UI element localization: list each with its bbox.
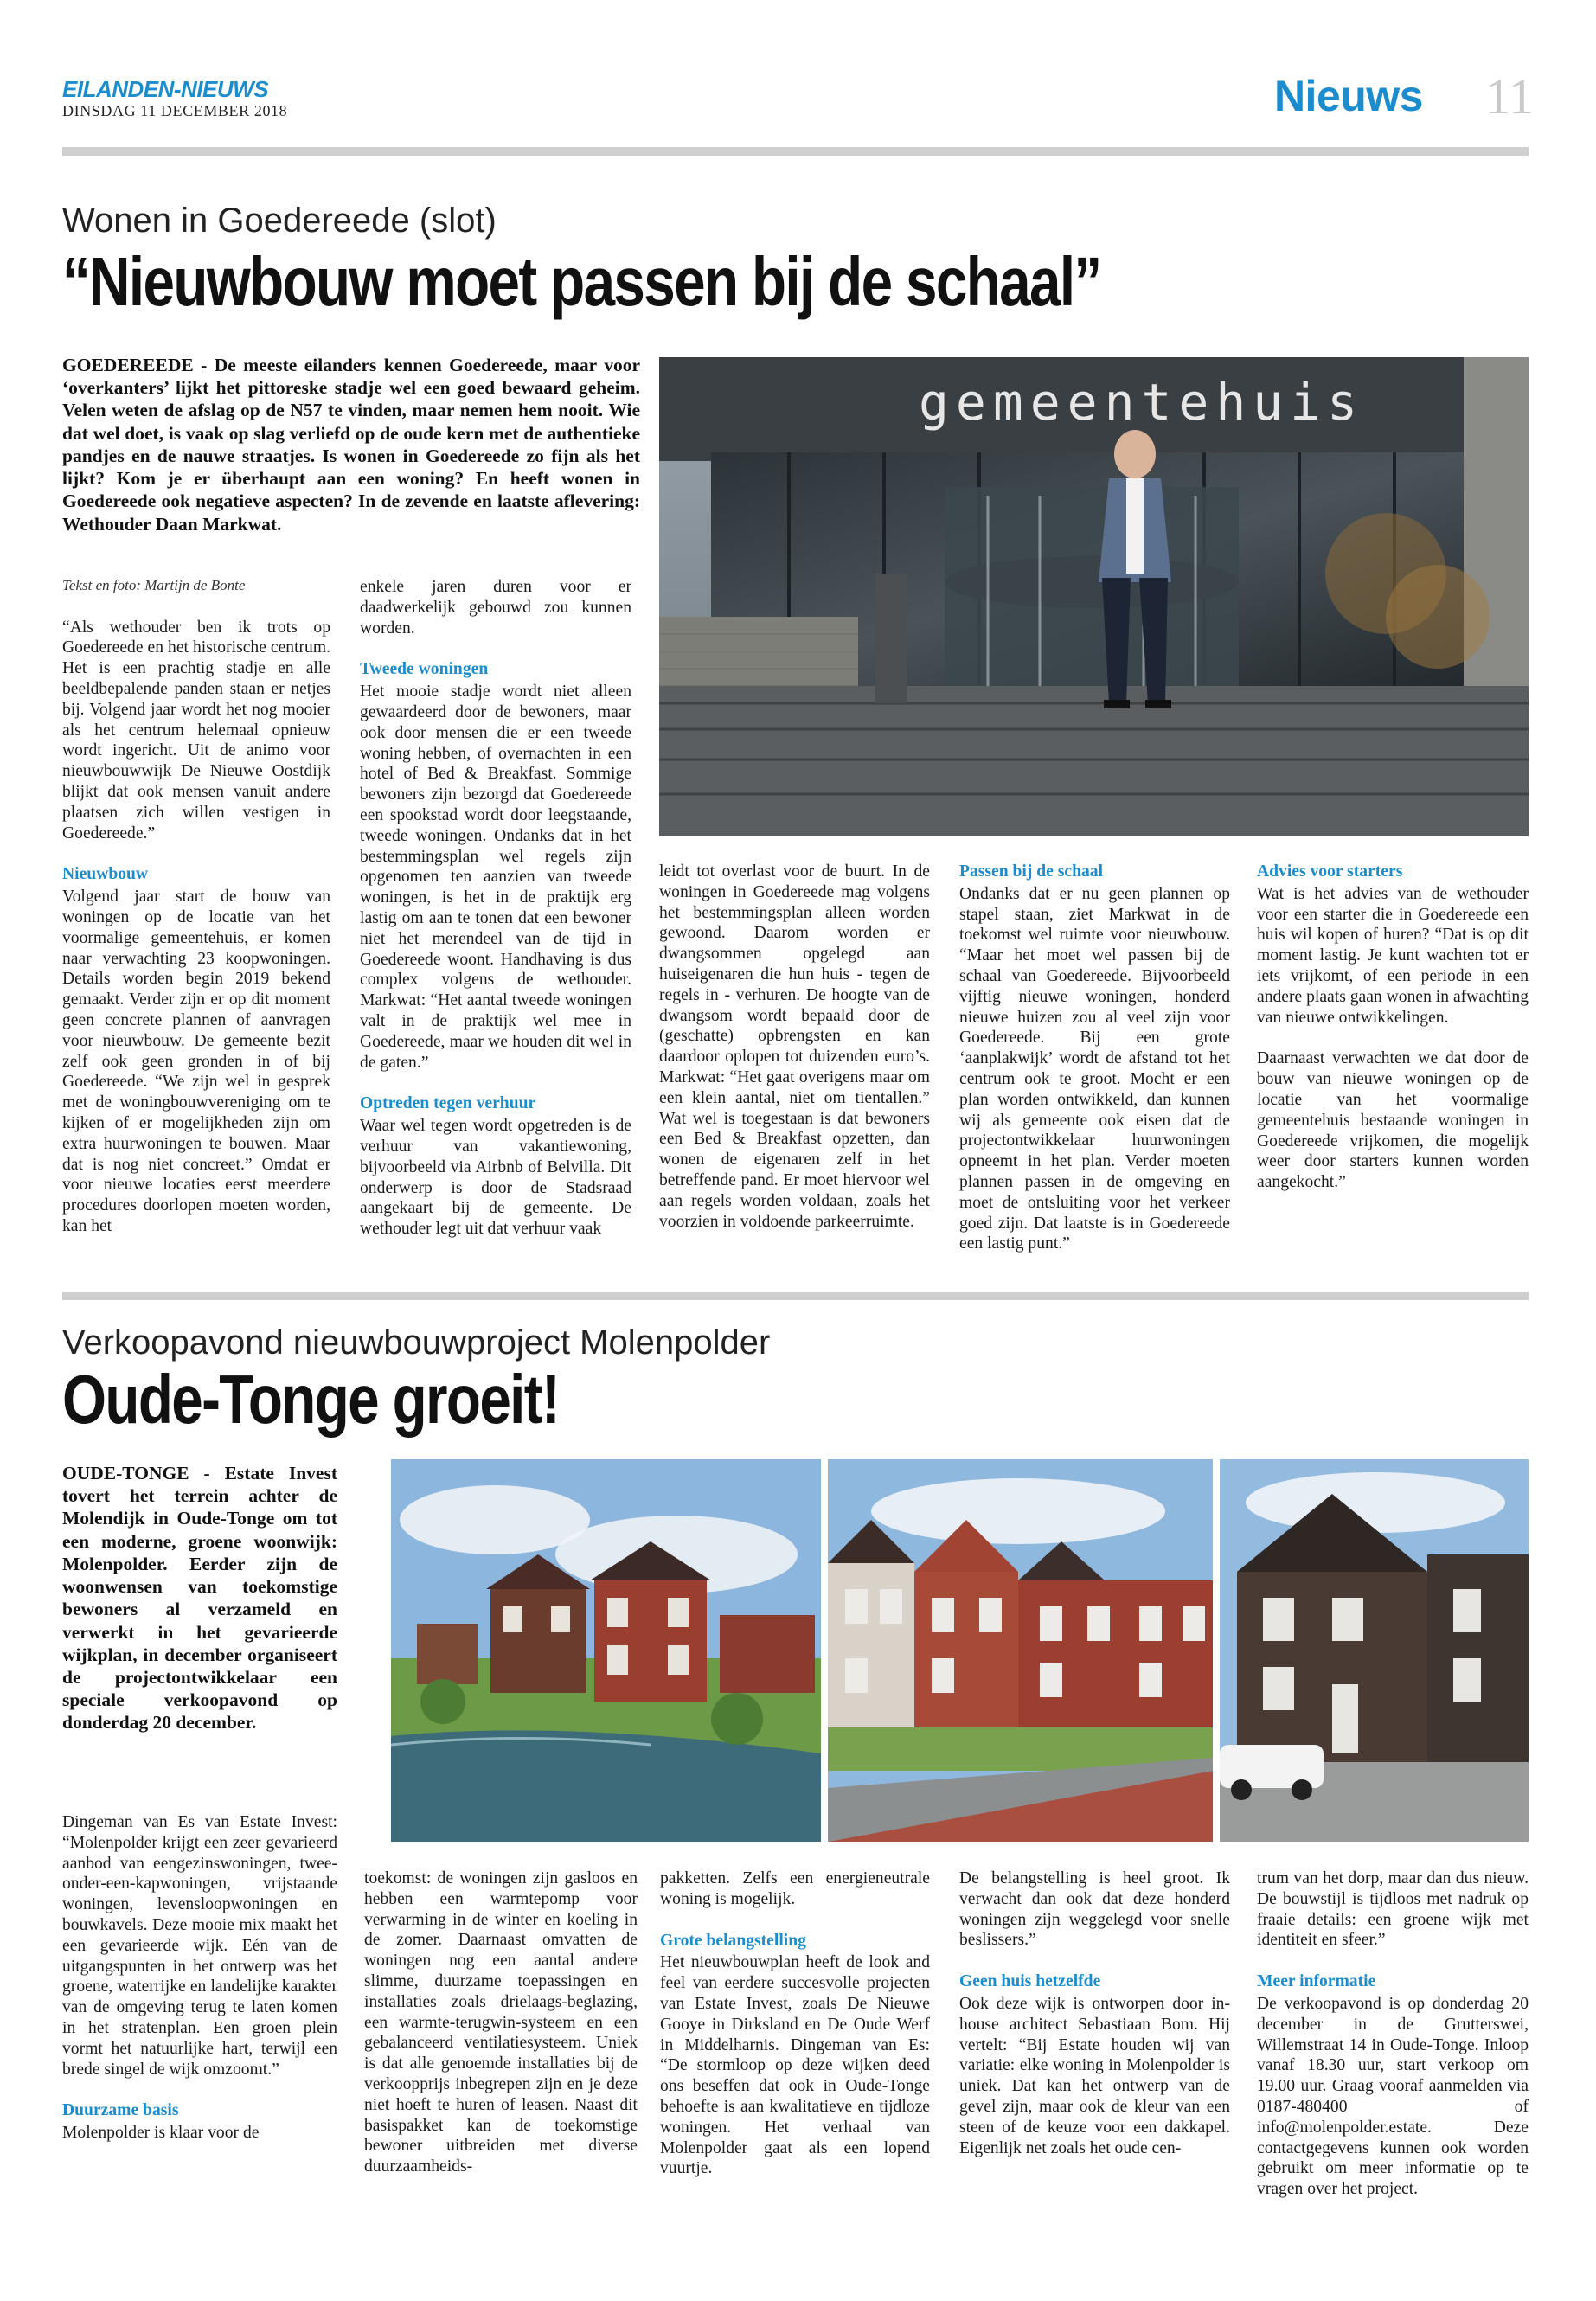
town-hall-photo: [659, 357, 1529, 836]
byline: Tekst en foto: Martijn de Bonte: [62, 577, 246, 593]
article2-column-4: [959, 1868, 1230, 2179]
article-divider: [62, 1292, 1529, 1300]
article1-column-5: [1257, 862, 1529, 1214]
paragraph: Volgend jaar start de bouw van woningen op de locatie van het voormalige gemeentehuis, er komen naar verwachting 23 koopwoningen. Details worden begin 2019 bekend gemaakt. Verder zijn er op dit moment geen concrete plannen of aanvragen voor nieuwbouw. De gemeente bezit zelf ook geen gronden in of bij Goedereede. “We zijn wel in gesprek met de woningbouwvereniging om te kijken of er mogelijkheden zijn om extra huurwoningen te bouwen. Maar dat is nog niet concreet.” Omdat er voor nieuwe locaties eerst meerdere procedures doorlopen moeten worden, kan het: [62, 888, 330, 1235]
paragraph: Daarnaast verwachten we dat door de bouw van nieuwe woningen op de locatie van het voormalige gemeentehuis bestaande woningen in Goedereede vrijkomen, die mogelijk weer door starters kunnen worden aangekocht.”: [1257, 1049, 1529, 1192]
article2-column-5: [1257, 1868, 1529, 2221]
article2-column-2: [364, 1868, 638, 2198]
article1-kicker: Wonen in Goedereede (slot): [62, 202, 497, 240]
paragraph: toekomst: de woningen zijn gasloos en hebben een warmtepomp voor verwarming in de winter en koeling in de zomer. Daarnaast omvatten de woningen nog een aantal andere slimme, duurzame toepassingen en installaties zoals drielaags-beglazing, een warmte-terugwin-systeem en een gebalanceerd ventilatiesysteem. Uniek is dat alle genoemde installaties bij de verkoopprijs inbegrepen zijn en je deze niet hoeft te huren of leasen. Naast dit basispakket kan de toekomstige bewoner uitbreiden met diverse duurzaamheids-: [364, 1869, 638, 2176]
render-photo-2: [828, 1459, 1213, 1842]
paragraph: Wat is het advies van de wethouder voor een starter die in Goedereede een huis wil kopen of huren? “Dat is op dit moment lastig. Je kunt wachten tot er iets vrijkomt, of een periode in een andere plaats gaan wonen in afwachting van nieuwe ontwikkelingen.: [1257, 884, 1529, 1027]
paragraph: enkele jaren duren voor er daadwerkelijk gebouwd zou kunnen worden.: [360, 578, 631, 638]
masthead-logo: EILANDEN-NIEUWS: [62, 76, 269, 102]
article1-lead: GOEDEREEDE - De meeste eilanders kennen Goedereede, maar voor ‘overkanters’ lijkt het pittoreske stadje wel een goed bewaard geheim. Velen weten de afslag op de N57 te vinden, maar nemen hem nooit. Wie dat wel doet, is vaak op slag verliefd op de oude kern met de authentieke pandjes en de nauwe straatjes. Is wonen in Goedereede zo fijn als het lijkt? Kom je er überhaupt aan een woning? En heeft wonen in Goedereede ook negatieve aspecten? In de zevende en laatste aflevering: Wethouder Daan Markwat.: [62, 355, 640, 535]
page-number: 11: [1485, 68, 1534, 125]
paragraph: Het nieuwbouwplan heeft de look and feel van eerdere succesvolle projecten van Estate Invest, zoals De Nieuwe Gooye in Dirksland en De Oude Werf in Middelharnis. Dingeman van Es: “De stormloop op deze wijken deed ons beseffen dat ook in Oude-Tonge behoefte is aan kwalitatieve en tijdloze woningen. Het verhaal van Molenpolder gaat als een lopend vuurtje.: [660, 1953, 930, 2178]
subheading-grote-belangstelling: Grote belangstelling: [660, 1931, 806, 1950]
subheading-duurzame-basis: Duurzame basis: [62, 2101, 179, 2120]
paragraph: trum van het dorp, maar dan dus nieuw. De bouwstijl is tijdloos met nadruk op fraaie details: een groene wijk met identiteit en sfeer.”: [1257, 1869, 1529, 1950]
paragraph: De belangstelling is heel groot. Ik verwacht dan ook dat deze honderd woningen zijn weggelegd voor snelle beslissers.”: [959, 1869, 1230, 1950]
render-photo-1: [391, 1459, 821, 1842]
paragraph: Waar wel tegen wordt opgetreden is de verhuur van vakantiewoning, bijvoorbeeld via Airbnb of Belvilla. Dit onderwerp is door de Stadsraad aangekaart bij de gemeente. De wethouder legt uit dat verhuur vaak: [360, 1117, 631, 1239]
issue-date: DINSDAG 11 DECEMBER 2018: [62, 102, 288, 119]
section-label: Nieuws: [1273, 72, 1423, 120]
subheading-passen: Passen bij de schaal: [959, 862, 1104, 881]
subheading-tweede-woningen: Tweede woningen: [360, 660, 489, 679]
paragraph: pakketten. Zelfs een energieneutrale woning is mogelijk.: [660, 1869, 930, 1908]
article1-column-2: [360, 577, 631, 1260]
subheading-nieuwbouw: Nieuwbouw: [62, 865, 149, 884]
paragraph: Ondanks dat er nu geen plannen op stapel staan, ziet Markwat in de toekomst wel ruimte voor nieuwbouw. “Maar het moet wel passen bij de schaal van Goedereede. Bijvoorbeeld vijftig nieuwe woningen, honderd nieuwe huizen zou al veel zijn voor Goedereede. Bij een grote ‘aanplakwijk’ wordt de afstand tot het centrum ook te groot. Mocht er een plan worden ontwikkeld, dan kunnen wij als gemeente ook eisen dat de projectontwikkelaar huurwoningen opneemt in het plan. Verder moeten plannen passen in de omgeving en moet de ontsluiting voor het verkeer goed zijn. Dat laatste is in Goedereede een lastig punt.”: [959, 884, 1230, 1253]
subheading-optreden: Optreden tegen verhuur: [360, 1094, 536, 1113]
header-divider: [62, 147, 1529, 156]
subheading-geen-huis-hetzelfde: Geen huis hetzelfde: [959, 1972, 1101, 1991]
paragraph: Molenpolder is klaar voor de: [62, 2124, 260, 2143]
article2-headline: Oude-Tonge groeit!: [62, 1361, 560, 1438]
gemeentehuis-sign: gemeentehuis: [919, 373, 1365, 432]
article1-headline: “Nieuwbouw moet passen bij de schaal”: [62, 243, 1101, 320]
article1-column-4: [959, 862, 1230, 1275]
paragraph: Ook deze wijk is ontworpen door in-house architect Sebastiaan Bom. Hij vertelt: “Bij Estate houden wij van variatie: elke woning in Molenpolder is uniek. Dat kan het ontwerp van de gevel zijn, maar ook de kleur van een steen of de keuze voor een dakkapel. Eigenlijk net zoals het oude cen-: [959, 1994, 1230, 2157]
subheading-advies: Advies voor starters: [1257, 862, 1403, 881]
paragraph: Dingeman van Es van Estate Invest: “Molenpolder krijgt een zeer gevarieerd aanbod van eengezinswoningen, twee-onder-een-kapwoningen, vrijstaande woningen, levensloopwoningen en bouwkavels. Deze mooie mix maakt het een gevarieerde wijk. Eén van de uitgangspunten in het ontwerp was het groene, waterrijke en landelijke karakter van de omgeving terug te laten komen in het stratenplan. Een groen plein vormt het natuurlijke hart, terwijl een brede singel de wijk omzoomt.”: [62, 1813, 337, 2079]
paragraph: leidt tot overlast voor de buurt. In de woningen in Goedereede mag volgens het bestemmingsplan alleen worden gewoond. Daarom worden er dwangsommen opgelegd aan huiseigenaren die hun huis - tegen de regels in - verhuren. De hoogte van de dwangsom wordt bepaald door de (geschatte) opbrengsten en kan daardoor oplopen tot duizenden euro’s. Markwat: “Het gaat overigens maar om een klein aantal, niet om tientallen.” Wat wel is toegestaan is dat bewoners een Bed & Breakfast opzetten, dan wonen de eigenaren zelf in het betreffende pand. Er moet hiervoor wel aan regels worden voldaan, zoals het voorzien in voldoende parkeerruimte.: [659, 862, 930, 1231]
article2-lead: OUDE-TONGE - Estate Invest tovert het terrein achter de Molendijk in Oude-Tonge om tot een moderne, groene woonwijk: Molenpolder. Eerder zijn de woonwensen van toekomstige bewoners al verzameld en verwerkt in het gevarieerde wijkplan, in december organiseert de projectontwikkelaar een speciale verkoopavond op donderdag 20 december.: [62, 1463, 337, 1734]
paragraph: “Als wethouder ben ik trots op Goedereede en het historische centrum. Het is een prachtig stadje en alle beeldbepalende panden staan er netjes bij. Volgend jaar wordt het nog mooier als het centrum helemaal opnieuw wordt ingericht. Uit de animo voor nieuwbouwwijk De Nieuwe Oostdijk blijkt dat ook mensen vanuit andere plaatsen zich willen vestigen in Goedereede.”: [62, 618, 330, 843]
paragraph: Het mooie stadje wordt niet alleen gewaardeerd door de bewoners, maar ook door mensen die er een tweede woning hebben, of overnachten in een hotel of Bed & Breakfast. Sommige bewoners zijn bezorgd dat Goedereede een spookstad wordt door leegstaande, tweede woningen. Ondanks dat in het bestemmingsplan wel regels zijn opgenomen ten aanzien van tweede woningen, is het in de praktijk erg lastig om aan te tonen dat een bewoner niet het merendeel van de tijd in Goedereede woont. Handhaving is dus complex volgens de wethouder. Markwat: “Het aantal tweede woningen valt in de praktijk wel mee in Goedereede, maar we houden dit wel in de gaten.”: [360, 683, 631, 1072]
article1-column-3: [659, 862, 930, 1253]
article2-kicker: Verkoopavond nieuwbouwproject Molenpolder: [62, 1324, 771, 1362]
article1-column-1: [62, 577, 330, 1258]
subheading-meer-informatie: Meer informatie: [1257, 1972, 1376, 1991]
paragraph: De verkoopavond is op donderdag 20 december in de Grutterswei, Willemstraat 14 in Oude-Tonge. Inloop vanaf 18.30 uur, start verkoop om 19.00 uur. Graag vooraf aanmelden via 0187-480400 of info@molenpolder.estate. Deze contactgegevens kunnen ook worden gebruikt om meer informatie op te vragen over het project.: [1257, 1994, 1529, 2199]
article2-column-1: [62, 1812, 337, 2164]
article2-column-3: [660, 1868, 930, 2200]
render-photo-3: [1220, 1459, 1529, 1842]
